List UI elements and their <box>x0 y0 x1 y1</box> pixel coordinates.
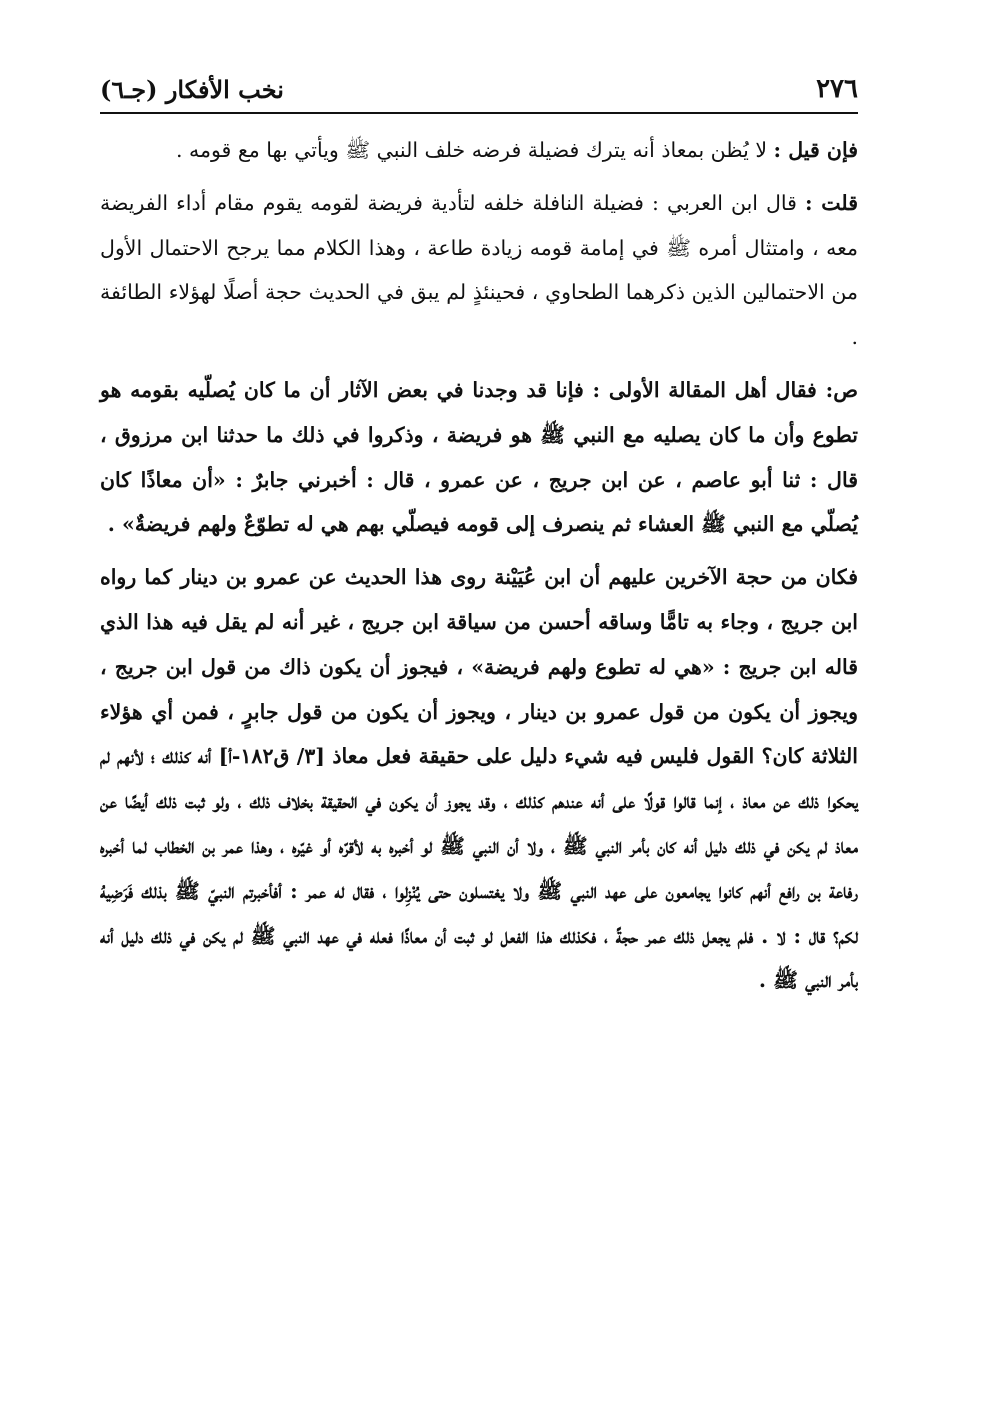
paragraph-reply <box>100 181 858 360</box>
paragraph-lead: قلت : <box>805 190 859 215</box>
paragraph-response <box>100 555 858 1003</box>
book-title: نخب الأفكار (جـ٦) <box>100 75 284 104</box>
running-header <box>100 64 858 104</box>
paragraph-lead: فإن قيل : <box>773 138 858 162</box>
paragraph-lead: ص: <box>825 377 858 402</box>
paragraph-text: فقال أهل المقالة الأولى : فإنا قد وجدنا في بعض الآثار أن ما كان يُصلّيه بقومه هو تطوع وأن ما كان يصليه مع النبي ﷺ هو فريضة ، وذكروا في ذلك ما حدثنا ابن مرزوق ، قال : ثنا أبو عاصم ، عن ابن جريج ، عن عمرو ، قال : أخبرني جابرٌ : «أن معاذًا كان يُصلّي مع النبي ﷺ العشاء ثم ينصرف إلى قومه فيصلّي بهم هي له تطوّعٌ ولهم فريضةٌ» . <box>100 377 858 537</box>
paragraph-text: قال ابن العربي : فضيلة النافلة خلفه لتأدية فريضة لقومه يقوم مقام أداء الفريضة معه ، وامتثال أمره ﷺ في إمامة قومه زيادة طاعة ، وهذا الكلام مما يرجح الاحتمال الأول من الاحتمالين الذين ذكرهما الطحاوي ، فحينئذٍ لم يبق في الحديث حجة أصلًا لهؤلاء الطائفة . <box>100 190 858 350</box>
page-body <box>100 128 858 1003</box>
paragraph-text: لا يُظن بمعاذ أنه يترك فضيلة فرضه خلف النبي ﷺ ويأتي بها مع قومه . <box>175 138 774 162</box>
paragraph-objection <box>100 128 858 173</box>
page-number: ٢٧٦ <box>816 74 858 104</box>
paragraph-matn <box>100 368 858 547</box>
paragraph-text: فكان من حجة الآخرين عليهم أن ابن عُيَيْنة روى هذا الحديث عن عمرو بن دينار كما رواه ابن جريج ، وجاء به تامًّا وساقه أحسن من سياقة ابن جريج ، غير أنه لم يقل فيه هذا الذي قاله ابن جريج : «هي له تطوع ولهم فريضة» ، فيجوز أن يكون ذاك من قول ابن جريج ، ويجوز أن يكون من قول عمرو بن دينار ، ويجوز أن يكون من قول جابرٍ ، فمن أي هؤلاء الثلاثة كان؟ القول فليس فيه شيء دليل على حقيقة فعل معاذ [٣/ ق١٨٢-أ] أنه كذلك ؛ لأنهم لم يحكوا ذلك عن معاذ ، إنما قالوا قولًا على أنه عندهم كذلك ، وقد يجوز أن يكون في الحقيقة بخلاف ذلك ، ولو ثبت ذلك أيضًا عن معاذ لم يكن في ذلك دليل أنه كان بأمر النبي ﷺ ، ولا أن النبي ﷺ لو أخبره به لأقرّه أو غيّره ، وهذا عمر بن الخطاب لما أخبره رفاعة بن رافع أنهم كانوا يجامعون على عهد النبي ﷺ ولا يغتسلون حتى يُنْزِلوا ، فقال له عمر : أفأخبرتم النبيّ ﷺ بذلك فَرَضِيهُ لكم؟ قال : لا . فلم يجعل ذلك عمر حجةً ، فكذلك هذا الفعل لو ثبت أن معاذًا فعله في عهد النبي ﷺ لم يكن في ذلك دليل أنه بأمر النبي ﷺ . <box>100 565 859 993</box>
header-rule <box>100 112 858 114</box>
